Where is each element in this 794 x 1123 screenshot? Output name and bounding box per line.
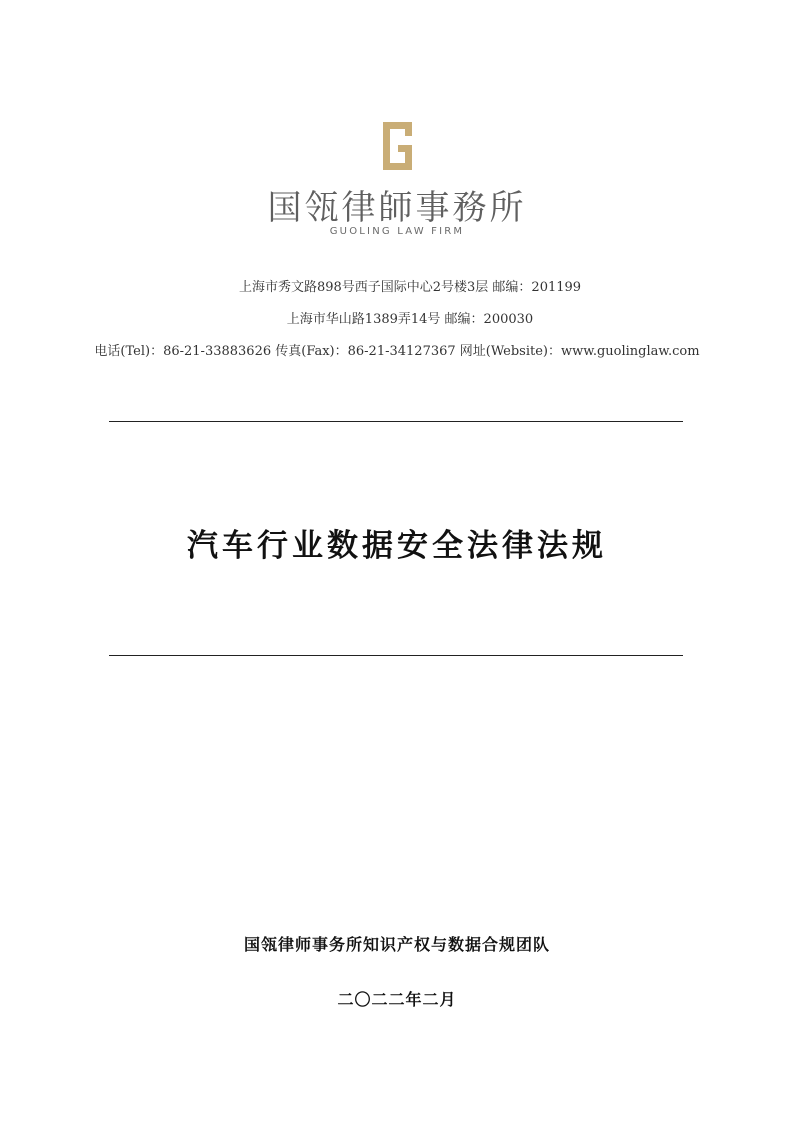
contact-line: 电话(Tel)：86-21-33883626 传真(Fax)：86-21-34127367 网址(Website)：www.guolinglaw.com	[94, 344, 700, 359]
address-line-2: 上海市华山路1389弄14号 邮编：200030	[286, 312, 534, 327]
top-divider	[109, 421, 683, 422]
bottom-divider	[109, 655, 683, 656]
g-shield-logo-icon	[381, 122, 414, 170]
document-date: 二〇二二年二月	[337, 990, 457, 1009]
firm-name: 国瓴律師事務所	[267, 188, 527, 228]
address-line-1: 上海市秀文路898号西子国际中心2号楼3层 邮编：201199	[238, 280, 582, 295]
author-team: 国瓴律师事务所知识产权与数据合规团队	[243, 935, 550, 954]
document-title: 汽车行业数据安全法律法规	[187, 528, 607, 564]
firm-name-en: GUOLING LAW FIRM	[329, 226, 465, 237]
